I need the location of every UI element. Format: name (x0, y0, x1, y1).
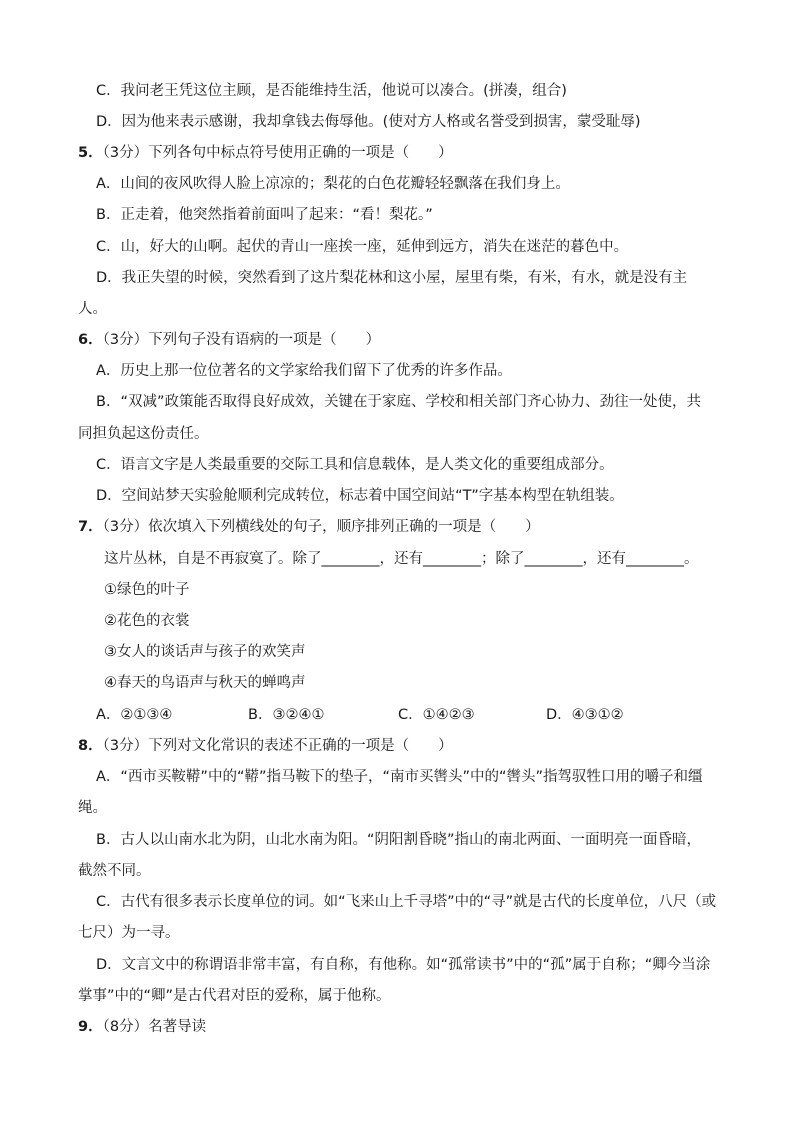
q8-option-b: B．古人以山南水北为阴，山北水南为阳。“阴阳割昏晓”指山的南北两面、一面明亮一面昏暗， (96, 832, 701, 848)
q8-number: 8． (78, 738, 103, 754)
q7-stem: （3分）依次填入下列横线处的句子，顺序排列正确的一项是（ ） (102, 519, 540, 535)
q7-item-1: ①绿色的叶子 (104, 582, 190, 598)
q6-stem: （3分）下列句子没有语病的一项是（ ） (102, 332, 381, 348)
q7-item-4: ④春天的鸟语声与秋天的蝉鸣声 (104, 675, 306, 691)
q7-option-d: D．④③①② (546, 707, 624, 723)
q7-option-a: A．②①③④ (96, 707, 173, 723)
q8-option-a: A．“西市买鞍鞯”中的“鞯”指马鞍下的垫子，“南市买辔头”中的“辔头”指驾驭牲口用的嚼子和缰 (96, 769, 703, 785)
q9-header (78, 1017, 206, 1037)
q6-option-a: A．历史上那一位位著名的文学家给我们留下了优秀的许多作品。 (96, 363, 512, 379)
q6-option-d: D．空间站梦天实验舱顺利完成转位，标志着中国空间站“T”字基本构型在轨组装。 (96, 488, 624, 504)
q5-option-d-cont: 人。 (78, 301, 107, 317)
q8-option-c-cont: 七尺）为一寻。 (78, 925, 180, 941)
q7-option-c: C．①④②③ (398, 707, 475, 723)
q6-option-c: C．语言文字是人类最重要的交际工具和信息载体，是人类文化的重要组成部分。 (96, 457, 614, 473)
q9-stem: （8分）名著导读 (102, 1019, 207, 1035)
q7-header (78, 517, 540, 537)
q8-option-d-cont: 掌事”中的“卿”是古代君对臣的爱称，属于他称。 (78, 988, 391, 1004)
q5-number: 5． (78, 145, 103, 161)
q4-option-c: C．我问老王凭这位主顾，是否能维持生活，他说可以凑合。(拼凑，组合) (96, 83, 567, 99)
q5-header (78, 143, 453, 163)
q7-options (96, 705, 624, 725)
q5-stem: （3分）下列各句中标点符号使用正确的一项是（ ） (102, 145, 453, 161)
q7-item-3: ③女人的谈话声与孩子的欢笑声 (104, 644, 306, 660)
q7-option-b: B．③②④① (248, 707, 325, 723)
q8-option-d: D．文言文中的称谓语非常丰富，有自称，有他称。如“孤常读书”中的“孤”属于自称；“卿今当涂 (96, 957, 711, 973)
q5-option-a: A．山间的夜风吹得人脸上凉凉的；梨花的白色花瓣轻轻飘落在我们身上。 (96, 176, 570, 192)
q8-option-c: C．古代有很多表示长度单位的词。如“飞来山上千寻塔”中的“寻”就是古代的长度单位，八尺（或 (96, 894, 717, 910)
q9-number: 9． (78, 1019, 103, 1035)
q7-number: 7． (78, 519, 103, 535)
q5-option-b: B．正走着，他突然指着前面叫了起来：“看！梨花。” (96, 207, 433, 223)
q4-option-d: D．因为他来表示感谢，我却拿钱去侮辱他。(使对方人格或名誉受到损害，蒙受耻辱) (96, 114, 641, 130)
q8-header (78, 736, 453, 756)
q5-option-d: D．我正失望的时候，突然看到了这片梨花林和这小屋，屋里有柴，有米，有水，就是没有主 (96, 270, 688, 286)
q7-passage: 这片丛林，自是不再寂寞了。除了________，还有________；除了________，还有________。 (104, 551, 699, 567)
q7-item-2: ②花色的衣裳 (104, 613, 190, 629)
q8-option-a-cont: 绳。 (78, 800, 107, 816)
q6-header (78, 330, 380, 350)
q8-option-b-cont: 截然不同。 (78, 863, 151, 879)
q6-number: 6． (78, 332, 103, 348)
q5-option-c: C．山，好大的山啊。起伏的青山一座挨一座，延伸到远方，消失在迷茫的暮色中。 (96, 239, 629, 255)
q6-option-b: B．“双减”政策能否取得良好成效，关键在于家庭、学校和相关部门齐心协力、劲往一处使，共 (96, 394, 701, 410)
q6-option-b-cont: 同担负起这份责任。 (78, 426, 209, 442)
q8-stem: （3分）下列对文化常识的表述不正确的一项是（ ） (102, 738, 453, 754)
